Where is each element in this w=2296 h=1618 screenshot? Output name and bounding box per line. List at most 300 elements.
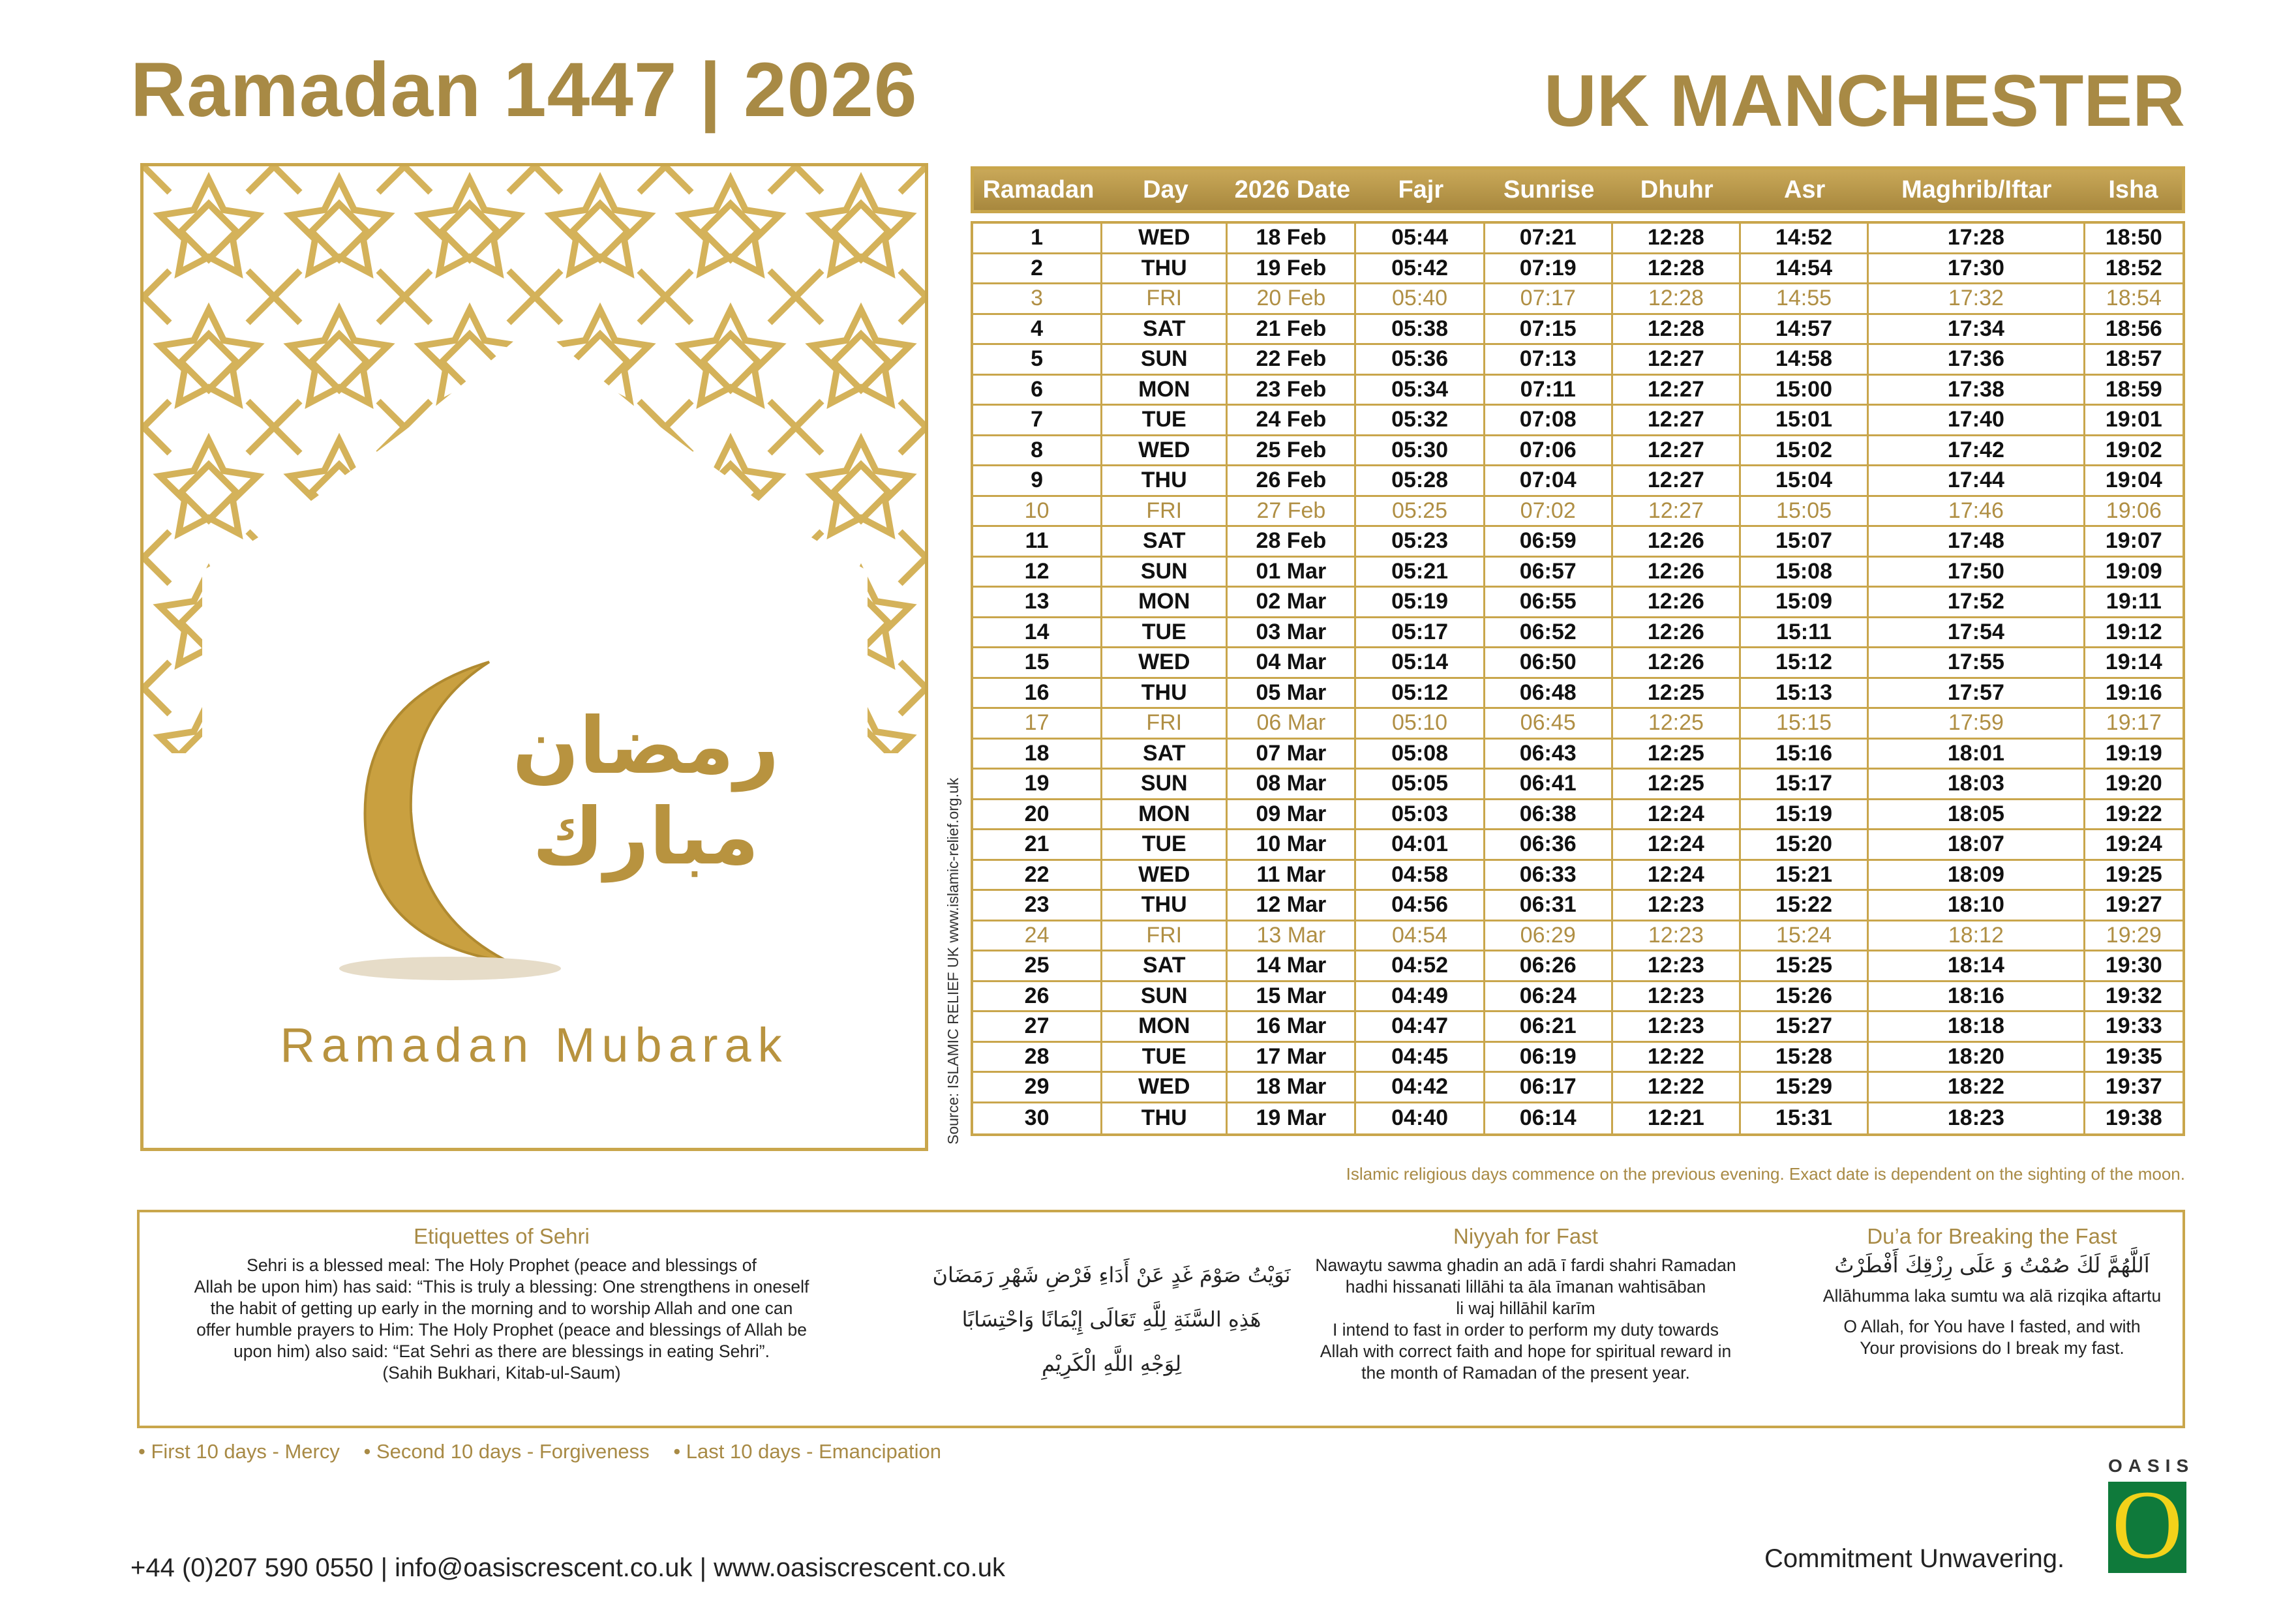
table-cell: TUE (1102, 830, 1228, 859)
table-row (973, 466, 2183, 497)
table-cell: 12:23 (1613, 891, 1741, 920)
table-cell: 15:21 (1741, 861, 1869, 890)
table-cell: WED (1102, 1073, 1228, 1101)
table-cell: 12:25 (1613, 709, 1741, 738)
table-row (973, 618, 2183, 649)
table-cell: 04:58 (1356, 861, 1485, 890)
table-cell: 18:05 (1869, 800, 2085, 829)
table-row (973, 1073, 2183, 1103)
table-cell: 05:42 (1356, 254, 1485, 283)
sehri-line: the habit of getting up early in the morning and to worship Allah and one can (210, 1298, 793, 1318)
table-row (973, 376, 2183, 406)
table-cell: 12:26 (1613, 588, 1741, 616)
table-cell: 15:25 (1741, 951, 1869, 980)
table-cell: 15:29 (1741, 1073, 1869, 1101)
table-cell: 11 (973, 527, 1102, 556)
niyyah-line: li waj hillāhil karīm (1456, 1298, 1595, 1318)
table-cell: TUE (1102, 1043, 1228, 1071)
table-cell: 15:17 (1741, 770, 1869, 798)
days-item: • Second 10 days - Forgiveness (363, 1440, 650, 1463)
table-cell: 15:28 (1741, 1043, 1869, 1071)
table-cell: 17:32 (1869, 284, 2085, 313)
table-cell: 19:14 (2105, 650, 2162, 675)
table-cell: 19:01 (2105, 407, 2162, 432)
table-cell: 12:25 (1613, 679, 1741, 708)
table-row (973, 345, 2183, 376)
table-cell: 14:54 (1741, 254, 1869, 283)
table-cell: 15:15 (1741, 709, 1869, 738)
moon-sighting-note: Islamic religious days commence on the previous evening. Exact date is dependent on the sighting of the moon. (1346, 1164, 2185, 1184)
table-cell: 07:15 (1485, 315, 1613, 344)
table-cell: 05:32 (1356, 406, 1485, 434)
table-cell: 3 (973, 284, 1102, 313)
tagline: Commitment Unwavering. (1764, 1544, 2065, 1573)
table-cell: 12:22 (1613, 1043, 1741, 1071)
sehri-section (149, 1225, 854, 1384)
niyyah-line: hadhi hissanati lillāhi ta āla īmanan wahtisāban (1345, 1277, 1706, 1296)
table-cell: 21 (973, 830, 1102, 859)
table-cell: 17:55 (1869, 648, 2085, 677)
table-cell: 06:17 (1485, 1073, 1613, 1101)
table-cell: 18:20 (1869, 1043, 2085, 1071)
table-cell: 18:54 (2106, 286, 2162, 311)
table-cell: 5 (973, 345, 1102, 374)
sehri-title: Etiquettes of Sehri (414, 1224, 590, 1248)
timetable-header (971, 166, 2185, 213)
table-cell: 07:06 (1485, 436, 1613, 465)
geometric-pattern-icon (144, 166, 925, 1148)
table-cell: 15:20 (1741, 830, 1869, 859)
table-cell: 05:03 (1356, 800, 1485, 829)
table-cell: 17:40 (1869, 406, 2085, 434)
table-row (973, 497, 2183, 528)
table-cell: 12:26 (1613, 618, 1741, 647)
table-row (973, 224, 2183, 254)
table-cell: 19:16 (2105, 680, 2162, 705)
table-cell: 18:18 (1869, 1012, 2085, 1041)
table-cell: TUE (1102, 406, 1228, 434)
table-cell: 22 Feb (1228, 345, 1356, 374)
table-cell: 07:19 (1485, 254, 1613, 283)
table-row (973, 951, 2183, 982)
arabic-line: هَذِهِ السَّنَةِ لِلَّهِ تَعَالَى إِيْمَانًا وَاحْتِسَابًا (961, 1307, 1261, 1332)
table-cell: 18:50 (2105, 225, 2162, 250)
table-cell: SAT (1102, 740, 1228, 768)
table-cell: 19:24 (2105, 831, 2162, 857)
table-cell: 17 (973, 709, 1102, 738)
table-row (973, 1103, 2183, 1134)
table-cell: 06:31 (1485, 891, 1613, 920)
column-header: Day (1143, 175, 1188, 203)
table-cell: 18:07 (1869, 830, 2085, 859)
table-cell: 15:09 (1741, 588, 1869, 616)
table-cell: 10 (973, 497, 1102, 526)
table-cell: 07:04 (1485, 466, 1613, 495)
table-cell: 18:52 (2105, 255, 2162, 280)
table-cell: WED (1102, 648, 1228, 677)
table-cell: 19:19 (2105, 740, 2162, 766)
table-cell: 17:52 (1869, 588, 2085, 616)
niyyah-line: the month of Ramadan of the present year. (1361, 1363, 1690, 1383)
table-cell: 04:54 (1356, 921, 1485, 950)
table-cell: FRI (1102, 284, 1228, 313)
table-cell: FRI (1102, 709, 1228, 738)
table-cell: THU (1102, 466, 1228, 495)
table-cell: 05:28 (1356, 466, 1485, 495)
table-cell: MON (1102, 800, 1228, 829)
table-cell: 12:24 (1613, 800, 1741, 829)
table-row (973, 527, 2183, 558)
table-cell: 15:00 (1741, 376, 1869, 404)
table-cell: 15:02 (1741, 436, 1869, 465)
table-cell: 07:11 (1485, 376, 1613, 404)
sehri-line: upon him) also said: “Eat Sehri as there are blessings in eating Sehri”. (234, 1341, 770, 1361)
table-cell: 19:25 (2105, 861, 2162, 887)
niyyah-title: Niyyah for Fast (1453, 1224, 1598, 1248)
table-cell: 19:06 (2106, 498, 2162, 523)
table-cell: 06:38 (1485, 800, 1613, 829)
table-cell: 25 (973, 951, 1102, 980)
table-cell: 15:26 (1741, 982, 1869, 1011)
table-cell: 4 (973, 315, 1102, 344)
table-cell: 21 Feb (1228, 315, 1356, 344)
table-cell: 05:21 (1356, 558, 1485, 586)
table-cell: 12:23 (1613, 1012, 1741, 1041)
table-cell: THU (1102, 891, 1228, 920)
table-cell: 18:03 (1869, 770, 2085, 798)
table-cell: 15:11 (1741, 618, 1869, 647)
table-cell: 06:55 (1485, 588, 1613, 616)
table-cell: 17:57 (1869, 679, 2085, 708)
table-cell: 23 (973, 891, 1102, 920)
dua-translit: Allāhumma laka sumtu wa alā rizqika aftartu (1822, 1286, 2162, 1306)
table-cell: 04:45 (1356, 1043, 1485, 1071)
table-cell: 12:28 (1613, 224, 1741, 252)
info-box (137, 1210, 2185, 1428)
dua-line: O Allah, for You have I fasted, and with (1843, 1317, 2141, 1336)
table-cell: MON (1102, 1012, 1228, 1041)
table-cell: THU (1102, 254, 1228, 283)
table-cell: 19:02 (2105, 437, 2162, 462)
table-cell: 05:34 (1356, 376, 1485, 404)
table-cell: 19:33 (2105, 1013, 2162, 1039)
niyyah-line: Allah with correct faith and hope for spiritual reward in (1320, 1341, 1732, 1361)
table-row (973, 830, 2183, 861)
table-cell: 20 (973, 800, 1102, 829)
column-header: Asr (1783, 175, 1826, 203)
table-cell: 12:27 (1613, 497, 1741, 526)
table-cell: 06:33 (1485, 861, 1613, 890)
table-cell: 11 Mar (1228, 861, 1356, 890)
table-cell: 06:50 (1485, 648, 1613, 677)
table-cell: 12 Mar (1228, 891, 1356, 920)
table-cell: 24 (973, 921, 1102, 950)
table-row (973, 436, 2183, 467)
table-cell: SUN (1102, 558, 1228, 586)
column-header: Isha (2108, 175, 2158, 203)
table-cell: 15:13 (1741, 679, 1869, 708)
table-cell: 07:13 (1485, 345, 1613, 374)
table-cell: 19:20 (2105, 771, 2162, 796)
table-cell: 12:22 (1613, 1073, 1741, 1101)
table-cell: 15:31 (1741, 1103, 1869, 1134)
table-cell: SUN (1102, 770, 1228, 798)
table-cell: 06:57 (1485, 558, 1613, 586)
table-cell: 05:14 (1356, 648, 1485, 677)
table-row (973, 1012, 2183, 1043)
timetable-body (971, 221, 2185, 1136)
table-cell: 18:22 (1869, 1073, 2085, 1101)
table-cell: 07:17 (1485, 284, 1613, 313)
table-cell: 06:59 (1485, 527, 1613, 556)
table-cell: SUN (1102, 345, 1228, 374)
table-cell: 04 Mar (1228, 648, 1356, 677)
table-cell: FRI (1102, 921, 1228, 950)
ten-days-legend (138, 1440, 959, 1463)
table-cell: 04:42 (1356, 1073, 1485, 1101)
table-cell: 14:52 (1741, 224, 1869, 252)
table-cell: 14:57 (1741, 315, 1869, 344)
table-cell: 14 Mar (1228, 951, 1356, 980)
table-cell: 06:52 (1485, 618, 1613, 647)
table-cell: 19 Mar (1228, 1103, 1356, 1134)
table-cell: 29 (973, 1073, 1102, 1101)
column-header: Maghrib/Iftar (1901, 175, 2052, 203)
table-cell: 05:38 (1356, 315, 1485, 344)
table-cell: 1 (973, 224, 1102, 252)
table-cell: 25 Feb (1228, 436, 1356, 465)
table-cell: 18:12 (1869, 921, 2085, 950)
table-cell: 14 (973, 618, 1102, 647)
table-row (973, 982, 2183, 1013)
table-cell: 18 Mar (1228, 1073, 1356, 1101)
table-cell: 19:12 (2105, 619, 2162, 644)
table-cell: 12:27 (1613, 406, 1741, 434)
table-cell: 10 Mar (1228, 830, 1356, 859)
table-cell: TUE (1102, 618, 1228, 647)
table-cell: 12:27 (1613, 436, 1741, 465)
table-cell: 17:36 (1869, 345, 2085, 374)
table-cell: 15:27 (1741, 1012, 1869, 1041)
table-cell: 15:16 (1741, 740, 1869, 768)
table-cell: 17:46 (1869, 497, 2085, 526)
table-cell: 17:48 (1869, 527, 2085, 556)
table-cell: 05:36 (1356, 345, 1485, 374)
table-cell: 12 (973, 558, 1102, 586)
table-cell: 17:59 (1869, 709, 2085, 738)
table-cell: 17 Mar (1228, 1043, 1356, 1071)
table-cell: 06:45 (1485, 709, 1613, 738)
table-cell: 13 Mar (1228, 921, 1356, 950)
table-cell: 06:19 (1485, 1043, 1613, 1071)
table-cell: 16 (973, 679, 1102, 708)
table-row (973, 709, 2183, 740)
table-cell: 26 Feb (1228, 466, 1356, 495)
table-cell: 14:55 (1741, 284, 1869, 313)
table-cell: 26 (973, 982, 1102, 1011)
table-row (973, 315, 2183, 346)
table-cell: 06:26 (1485, 951, 1613, 980)
table-cell: 17:34 (1869, 315, 2085, 344)
table-cell: 12:26 (1613, 527, 1741, 556)
table-cell: 12:24 (1613, 861, 1741, 890)
city-title: UK MANCHESTER (1543, 60, 2185, 142)
table-cell: 18:01 (1869, 740, 2085, 768)
table-cell: 17:42 (1869, 436, 2085, 465)
table-cell: 12:23 (1613, 921, 1741, 950)
sehri-line: (Sahih Bukhari, Kitab-ul-Saum) (382, 1363, 621, 1383)
dua-line: Your provisions do I break my fast. (1860, 1338, 2124, 1358)
table-row (973, 284, 2183, 315)
table-cell: 16 Mar (1228, 1012, 1356, 1041)
table-cell: 19:09 (2105, 558, 2162, 584)
table-row (973, 800, 2183, 831)
table-cell: 15:19 (1741, 800, 1869, 829)
table-cell: 12:23 (1613, 982, 1741, 1011)
table-row (973, 861, 2183, 891)
table-cell: MON (1102, 588, 1228, 616)
column-header: Ramadan (982, 175, 1095, 203)
table-cell: 19:27 (2105, 892, 2162, 918)
days-item: • First 10 days - Mercy (138, 1440, 340, 1463)
table-row (973, 740, 2183, 770)
table-cell: 04:01 (1356, 830, 1485, 859)
table-cell: 19:35 (2105, 1043, 2162, 1069)
table-cell: 07:02 (1485, 497, 1613, 526)
table-cell: 28 Feb (1228, 527, 1356, 556)
table-cell: 05 Mar (1228, 679, 1356, 708)
table-cell: 2 (973, 254, 1102, 283)
dua-section (1809, 1225, 2175, 1359)
table-row (973, 588, 2183, 618)
table-cell: 12:21 (1613, 1103, 1741, 1134)
table-cell: 15:04 (1741, 466, 1869, 495)
table-cell: 19:37 (2105, 1074, 2162, 1100)
table-cell: 02 Mar (1228, 588, 1356, 616)
table-cell: 6 (973, 376, 1102, 404)
table-cell: 05:10 (1356, 709, 1485, 738)
arabic-line: لِوَجْهِ اللَّهِ الْكَرِيْمِ (1041, 1351, 1182, 1376)
table-cell: 03 Mar (1228, 618, 1356, 647)
arabic-line: نَوَيْتُ صَوْمَ غَدٍ عَنْ أَدَاءِ فَرْضِ شَهْرِ رَمَضَانَ (932, 1263, 1291, 1287)
table-cell: 19:29 (2106, 922, 2162, 948)
table-row (973, 648, 2183, 679)
logo-letter: O (2111, 1471, 2183, 1579)
table-cell: 18:23 (1869, 1103, 2085, 1134)
table-cell: 08 Mar (1228, 770, 1356, 798)
table-cell: 07:08 (1485, 406, 1613, 434)
table-cell: 15:22 (1741, 891, 1869, 920)
table-cell: 12:27 (1613, 376, 1741, 404)
table-cell: 12:24 (1613, 830, 1741, 859)
table-cell: 09 Mar (1228, 800, 1356, 829)
table-cell: 17:28 (1869, 224, 2085, 252)
table-cell: 18:14 (1869, 951, 2085, 980)
table-cell: 19:07 (2105, 528, 2162, 554)
table-cell: SAT (1102, 951, 1228, 980)
table-cell: 04:40 (1356, 1103, 1485, 1134)
table-cell: 15:08 (1741, 558, 1869, 586)
table-cell: 05:44 (1356, 224, 1485, 252)
table-cell: 17:50 (1869, 558, 2085, 586)
table-cell: 18:59 (2105, 376, 2162, 402)
table-cell: 12:25 (1613, 740, 1741, 768)
table-cell: 04:56 (1356, 891, 1485, 920)
table-cell: 28 (973, 1043, 1102, 1071)
table-cell: 19 (973, 770, 1102, 798)
table-cell: SAT (1102, 527, 1228, 556)
table-cell: 18 (973, 740, 1102, 768)
decorative-panel (140, 163, 928, 1151)
contact-info: +44 (0)207 590 0550 | info@oasiscrescent.co.uk | www.oasiscrescent.co.uk (130, 1553, 1005, 1582)
niyyah-section (1261, 1225, 1790, 1384)
table-cell: 06:36 (1485, 830, 1613, 859)
table-cell: 18:10 (1869, 891, 2085, 920)
table-cell: 24 Feb (1228, 406, 1356, 434)
table-cell: 19:11 (2106, 589, 2162, 614)
table-row (973, 921, 2183, 952)
table-cell: 19:32 (2105, 983, 2162, 1008)
table-cell: 19:22 (2105, 801, 2162, 826)
timetable (971, 166, 2185, 1136)
table-cell: 15:12 (1741, 648, 1869, 677)
table-cell: 05:23 (1356, 527, 1485, 556)
table-cell: WED (1102, 436, 1228, 465)
table-row (973, 770, 2183, 800)
table-row (973, 558, 2183, 588)
table-cell: 17:38 (1869, 376, 2085, 404)
table-cell: WED (1102, 861, 1228, 890)
ramadan-mubarak-text: Ramadan Mubarak (280, 1018, 789, 1072)
table-cell: 07 Mar (1228, 740, 1356, 768)
table-cell: 05:19 (1356, 588, 1485, 616)
table-cell: 8 (973, 436, 1102, 465)
table-cell: 14:58 (1741, 345, 1869, 374)
table-cell: 12:28 (1613, 315, 1741, 344)
table-cell: 04:49 (1356, 982, 1485, 1011)
table-cell: 9 (973, 466, 1102, 495)
table-cell: 19:30 (2105, 953, 2162, 978)
table-cell: 7 (973, 406, 1102, 434)
table-cell: 20 Feb (1228, 284, 1356, 313)
table-row (973, 254, 2183, 285)
table-cell: 15 (973, 648, 1102, 677)
sehri-line: offer humble prayers to Him: The Holy Prophet (peace and blessings of Allah be (196, 1320, 807, 1340)
table-cell: 05:40 (1356, 284, 1485, 313)
table-row (973, 406, 2183, 436)
table-cell: 18 Feb (1228, 224, 1356, 252)
table-cell: 15:05 (1741, 497, 1869, 526)
table-cell: 06:21 (1485, 1012, 1613, 1041)
table-cell: 18:16 (1869, 982, 2085, 1011)
table-cell: 12:25 (1613, 770, 1741, 798)
table-cell: 06:14 (1485, 1103, 1613, 1134)
table-cell: 15:07 (1741, 527, 1869, 556)
table-cell: 05:08 (1356, 740, 1485, 768)
table-cell: 12:26 (1613, 648, 1741, 677)
table-cell: 15:24 (1741, 921, 1869, 950)
table-row (973, 891, 2183, 921)
table-cell: 06:43 (1485, 740, 1613, 768)
table-cell: 27 Feb (1228, 497, 1356, 526)
table-cell: THU (1102, 679, 1228, 708)
niyyah-line: I intend to fast in order to perform my duty towards (1332, 1320, 1719, 1340)
table-cell: 27 (973, 1012, 1102, 1041)
table-cell: 30 (973, 1103, 1102, 1134)
table-cell: 19:17 (2106, 710, 2162, 736)
table-cell: 05:17 (1356, 618, 1485, 647)
page-title: Ramadan 1447 | 2026 (130, 47, 918, 133)
